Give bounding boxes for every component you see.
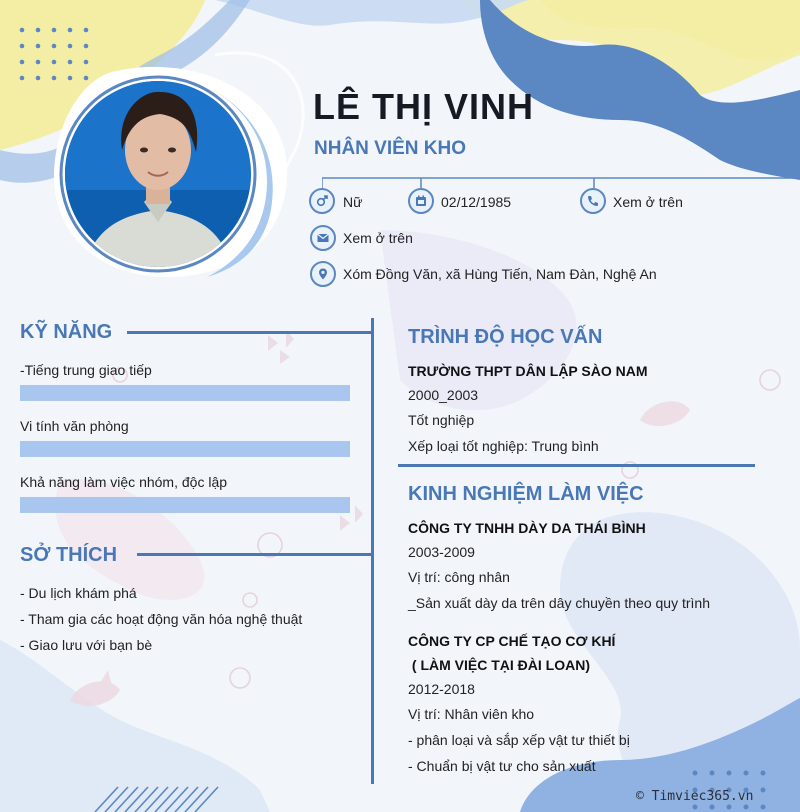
- column-divider: [371, 318, 374, 784]
- job-detail: _Sản xuất dày da trên dây chuyền theo quy trình: [408, 595, 710, 611]
- skill-label: Vi tính văn phòng: [20, 418, 129, 434]
- company-name: CÔNG TY CP CHẾ TẠO CƠ KHÍ: [408, 633, 616, 649]
- location-pin-icon: [310, 261, 336, 287]
- hobby-item: - Tham gia các hoạt động văn hóa nghệ thuật: [20, 611, 303, 627]
- hobbies-heading: SỞ THÍCH: [20, 544, 118, 566]
- job-title: NHÂN VIÊN KHO: [314, 138, 467, 159]
- job-detail: - phân loại và sắp xếp vật tư thiết bị: [408, 732, 630, 748]
- skills-heading: KỸ NĂNG: [20, 321, 113, 343]
- job-position: Vị trí: Nhân viên kho: [408, 706, 535, 722]
- job-position: Vị trí: công nhân: [408, 569, 510, 585]
- address-value: Xóm Đồng Văn, xã Hùng Tiến, Nam Đàn, Nghệ An: [343, 266, 657, 282]
- education-heading: TRÌNH ĐỘ HỌC VẤN: [408, 326, 603, 348]
- avatar: [64, 80, 252, 268]
- email-value: Xem ở trên: [343, 230, 413, 246]
- company-name: CÔNG TY TNHH DÀY DA THÁI BÌNH: [408, 520, 646, 536]
- skill-bar: [20, 441, 350, 457]
- skill-bar: [20, 385, 350, 401]
- hobby-item: - Giao lưu với bạn bè: [20, 637, 153, 653]
- company-note: ( LÀM VIỆC TẠI ĐÀI LOAN): [408, 657, 590, 673]
- job-period: 2003-2009: [408, 544, 475, 560]
- section-rule: [398, 464, 755, 467]
- gender-value: Nữ: [343, 194, 363, 210]
- experience-heading: KINH NGHIỆM LÀM VIỆC: [408, 483, 644, 505]
- skill-bar: [20, 497, 350, 513]
- mail-icon: [310, 225, 336, 251]
- skills-heading-rule: [127, 331, 371, 334]
- education-period: 2000_2003: [408, 387, 479, 403]
- skill-label: -Tiếng trung giao tiếp: [20, 362, 152, 378]
- candidate-name: LÊ THỊ VINH: [313, 86, 535, 127]
- job-detail: - Chuẩn bị vật tư cho sản xuất: [408, 758, 596, 774]
- hobbies-heading-rule: [137, 553, 371, 556]
- phone-icon: [580, 188, 606, 214]
- job-period: 2012-2018: [408, 681, 475, 697]
- phone-value: Xem ở trên: [613, 194, 683, 210]
- watermark: © Timviec365.vn: [636, 789, 754, 804]
- skill-label: Khả năng làm việc nhóm, độc lập: [20, 474, 228, 490]
- contact-divider: [322, 174, 800, 188]
- hobby-item: - Du lịch khám phá: [20, 585, 137, 601]
- gender-icon: [309, 188, 335, 214]
- education-status: Tốt nghiệp: [408, 412, 475, 428]
- birthdate-value: 02/12/1985: [441, 194, 512, 210]
- school-name: TRƯỜNG THPT DÂN LẬP SÀO NAM: [408, 363, 648, 379]
- education-grade: Xếp loại tốt nghiệp: Trung bình: [408, 438, 599, 454]
- calendar-icon: [408, 188, 434, 214]
